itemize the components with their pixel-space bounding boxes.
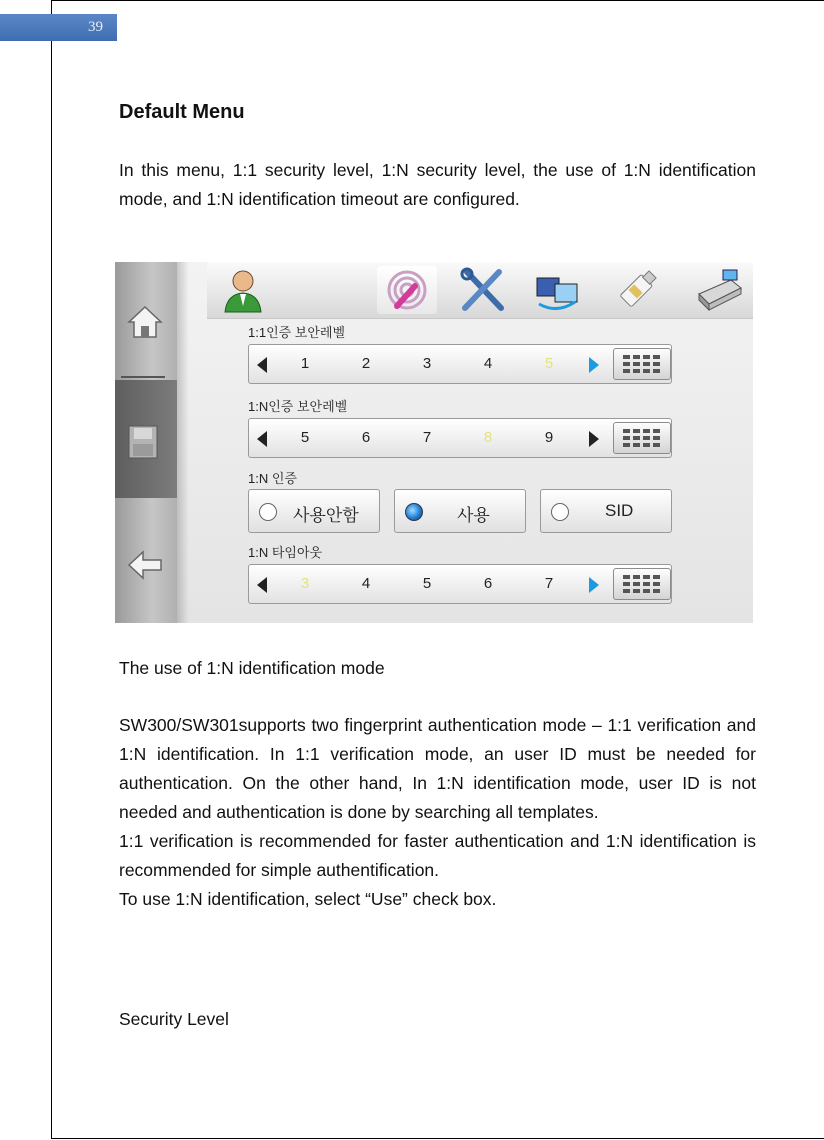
keypad-button[interactable] (613, 422, 671, 454)
network-icon[interactable] (533, 266, 581, 314)
page-frame-left (51, 0, 52, 1139)
increase-arrow-icon[interactable] (589, 357, 599, 373)
security-1to1-label: 1:1인증 보안레벨 (248, 325, 346, 340)
keypad-button[interactable] (613, 348, 671, 380)
back-icon[interactable] (127, 550, 163, 580)
device-sidebar (115, 262, 177, 623)
level-option[interactable]: 5 (300, 429, 310, 446)
body-paragraph: 1:1 verification is recommended for faster authentication and 1:N identification is recommended for simple authentification. (119, 831, 756, 880)
security-1toN-selector[interactable] (248, 418, 672, 458)
level-option[interactable]: 2 (361, 355, 371, 372)
user-icon[interactable] (219, 266, 267, 314)
level-option[interactable]: 5 (422, 575, 432, 592)
level-option[interactable]: 4 (361, 575, 371, 592)
device-screenshot (115, 262, 753, 623)
security-1to1-selector[interactable] (248, 344, 672, 384)
security-1toN-label: 1:N인증 보안레벨 (248, 399, 348, 414)
level-option[interactable]: 1 (300, 355, 310, 372)
subheading-identification-mode: The use of 1:N identification mode (119, 658, 385, 678)
radio-icon (259, 503, 277, 521)
level-option[interactable]: 6 (361, 429, 371, 446)
usb-icon[interactable] (613, 266, 661, 314)
body-paragraph: To use 1:N identification, select “Use” check box. (119, 889, 497, 909)
save-icon[interactable] (127, 424, 159, 460)
identification-1toN-label: 1:N 인증 (248, 471, 297, 486)
level-option[interactable]: 6 (483, 575, 493, 592)
keypad-icon (614, 423, 670, 453)
body-paragraphs (119, 711, 756, 914)
level-option[interactable]: 9 (544, 429, 554, 446)
level-option[interactable]: 7 (422, 429, 432, 446)
decrease-arrow-icon[interactable] (257, 431, 267, 447)
keypad-icon (614, 349, 670, 379)
option-sid-button[interactable]: SID (540, 489, 672, 533)
level-option[interactable]: 4 (483, 355, 493, 372)
level-option-selected[interactable]: 3 (300, 575, 310, 592)
radio-icon (551, 503, 569, 521)
timeout-1toN-label: 1:N 타임아웃 (248, 545, 323, 560)
option-use-button[interactable]: 사용 (394, 489, 526, 533)
decrease-arrow-icon[interactable] (257, 357, 267, 373)
level-option[interactable]: 7 (544, 575, 554, 592)
increase-arrow-icon[interactable] (589, 577, 599, 593)
option-disable-button[interactable]: 사용안함 (248, 489, 380, 533)
radio-selected-icon (405, 503, 423, 521)
increase-arrow-icon[interactable] (589, 431, 599, 447)
level-option-selected[interactable]: 5 (544, 355, 554, 372)
device-toolbar (207, 262, 753, 319)
level-option[interactable]: 3 (422, 355, 432, 372)
page-frame-top (51, 0, 824, 1)
page-frame-bottom (51, 1138, 824, 1139)
tools-icon[interactable] (459, 266, 507, 314)
fingerprint-icon[interactable] (383, 266, 431, 314)
page-number: 39 (0, 14, 117, 41)
home-icon[interactable] (127, 304, 163, 340)
device-icon[interactable] (695, 266, 743, 314)
subheading-security-level: Security Level (119, 1009, 229, 1029)
body-paragraph: SW300/SW301supports two fingerprint authentication mode – 1:1 verification and 1:N identification. In 1:1 verification mode, an user ID must be needed for authentication. On the other hand, In 1:N identification mode, user ID is not needed and authentication is done by searching all templates. (119, 715, 756, 822)
timeout-1toN-selector[interactable] (248, 564, 672, 604)
keypad-icon (614, 569, 670, 599)
decrease-arrow-icon[interactable] (257, 577, 267, 593)
intro-paragraph: In this menu, 1:1 security level, 1:N security level, the use of 1:N identification mode, and 1:N identification timeout are configured. (119, 160, 756, 209)
keypad-button[interactable] (613, 568, 671, 600)
level-option-selected[interactable]: 8 (483, 429, 493, 446)
section-heading: Default Menu (119, 101, 245, 123)
